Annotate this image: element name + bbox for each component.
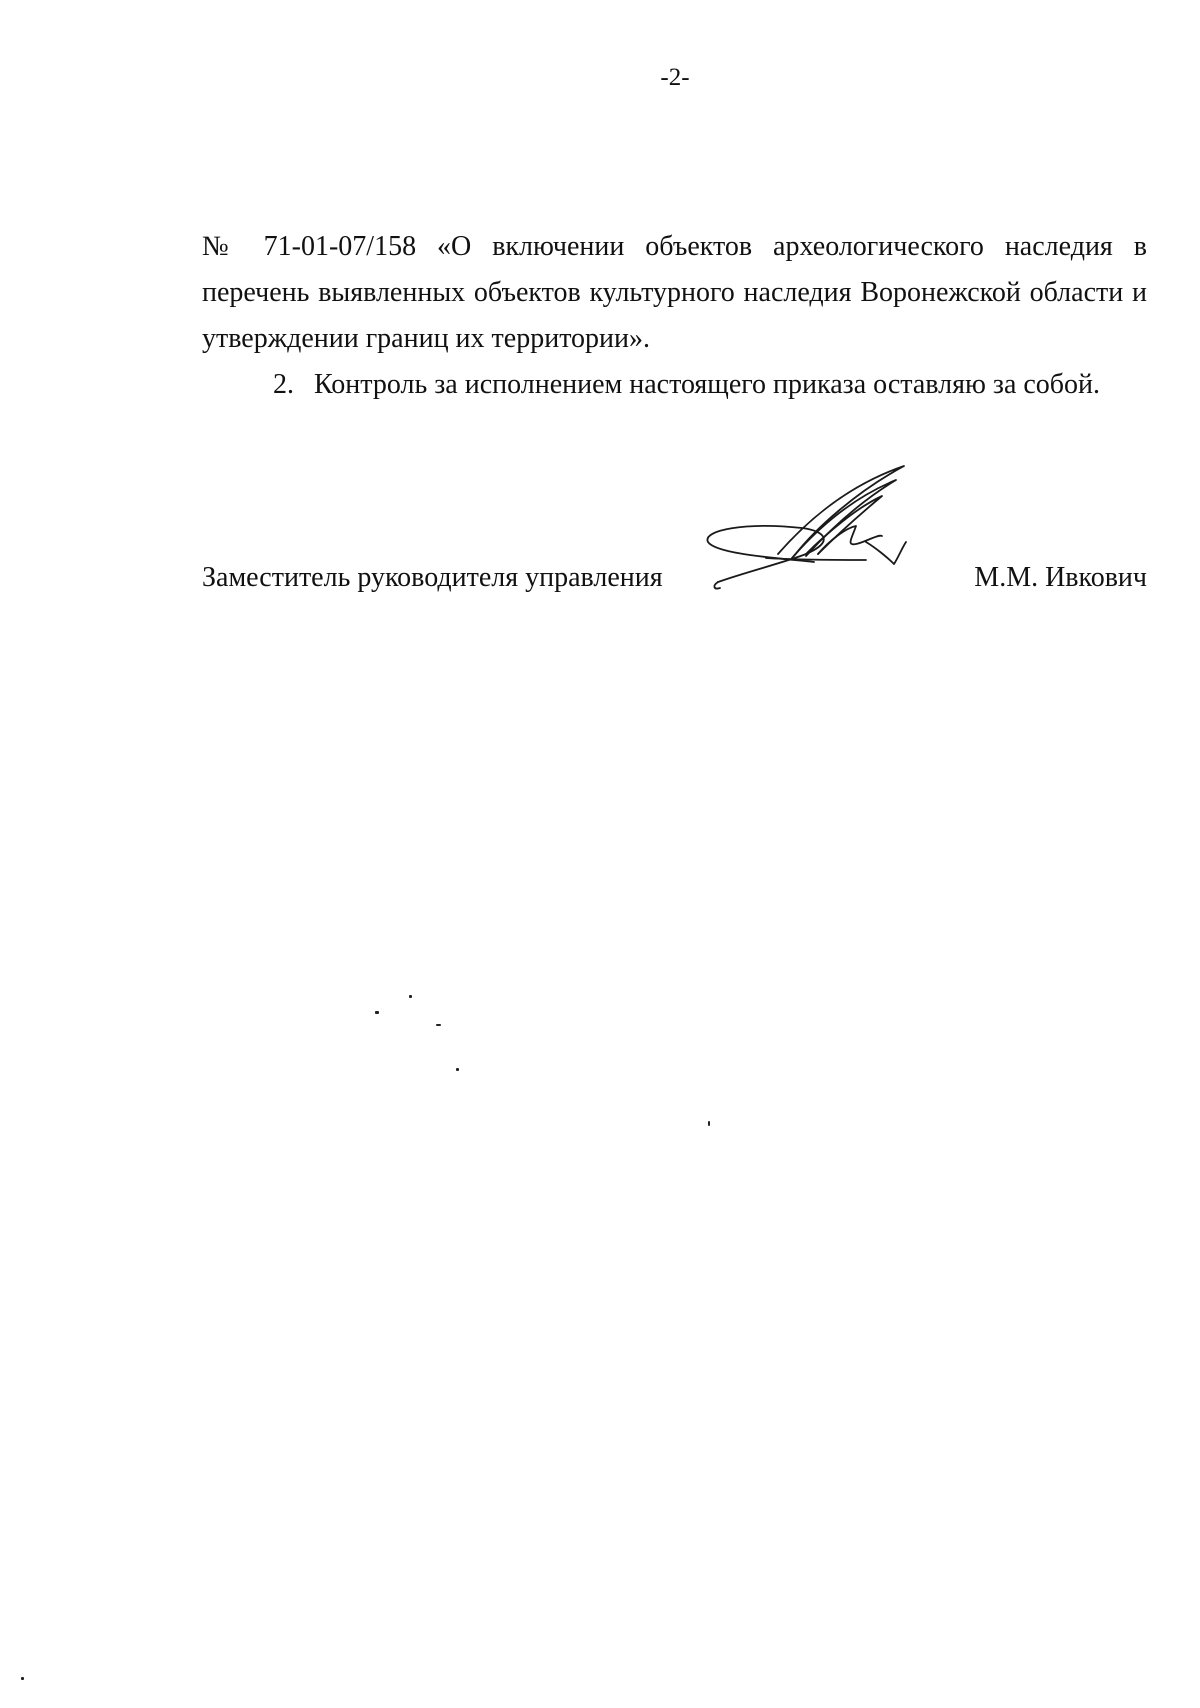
document-body <box>202 224 1147 408</box>
paragraph-order-reference-line: № 71-01-07/158 «О включении объектов археологического наследия в <box>202 231 1147 262</box>
scan-speck <box>456 1068 459 1071</box>
scan-speck <box>375 1011 379 1014</box>
handwritten-signature-icon <box>706 462 926 616</box>
scan-speck <box>409 995 412 998</box>
list-item-control <box>202 362 1147 408</box>
paragraph-order-reference: перечень выявленных объектов культурного наследия Воронежской области и утверждении границ их территории». <box>202 277 1147 354</box>
list-item-text: Контроль за исполнением настоящего приказа оставляю за собой. <box>314 369 1101 400</box>
position-title: Заместитель руководителя управления <box>202 562 663 593</box>
page-number: -2- <box>660 64 690 91</box>
signatory-name: М.М. Ивкович <box>974 562 1147 593</box>
scan-speck <box>708 1121 710 1126</box>
scan-speck <box>436 1024 441 1026</box>
list-item-number: 2. <box>273 369 294 400</box>
scan-speck <box>21 1677 24 1680</box>
